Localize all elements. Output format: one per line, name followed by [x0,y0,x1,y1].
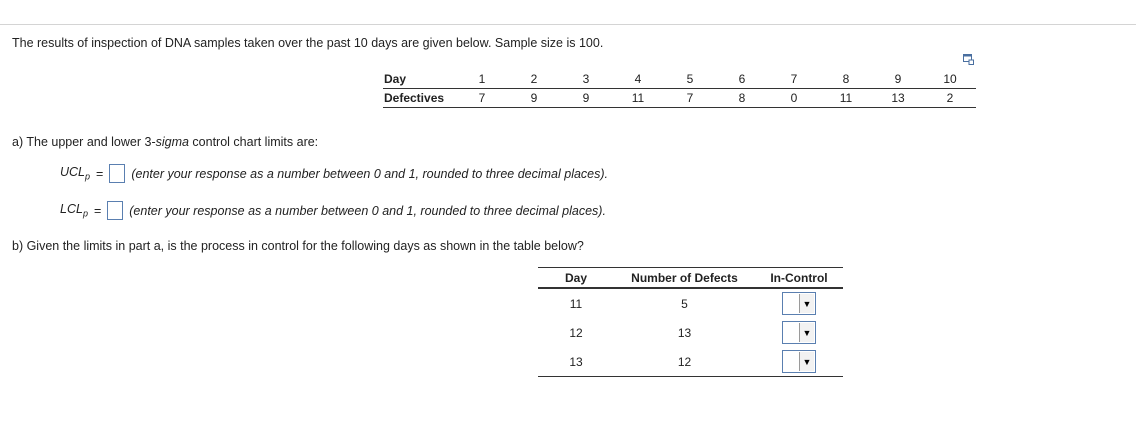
defectives-cell: 9 [560,89,612,108]
lcl-line: $LCL_p$ = (enter your response as a number between 0 and 1, rounded to three decimal places). [60,202,606,219]
row-day: 11 [569,296,583,311]
defectives-cell: 13 [872,89,924,108]
table-row [538,347,843,377]
row-defects: 13 [677,325,692,340]
lcl-symbol: $LCL_p$ [60,202,88,219]
row-defects: 12 [614,347,755,377]
header-in-control: In-Control [755,268,843,289]
problem-intro: The results of inspection of DNA samples taken over the past 10 days are given below. Sample size is 100. [12,36,604,50]
lcl-input[interactable] [107,201,123,220]
row-day: 12 [569,325,583,340]
defectives-row-label: Defectives [383,89,456,108]
day-cell: 6 [716,70,768,89]
day-cell: 8 [820,70,872,89]
row-day: 13 [538,347,614,377]
defectives-cell: 9 [508,89,560,108]
header-day: Day [538,268,614,289]
day-cell: 4 [612,70,664,89]
defectives-cell: 11 [612,89,664,108]
day-cell: 5 [664,70,716,89]
day-cell: 2 [508,70,560,89]
part-b-prompt: b) Given the limits in part a, is the process in control for the following days as shown in the table below? [12,239,584,253]
day-cell: 10 [924,70,976,89]
part-a-prompt: a) The upper and lower 3-sigma control chart limits are: [12,135,319,149]
in-control-table [538,267,843,377]
day-cell: 3 [560,70,612,89]
defectives-cell: 8 [716,89,768,108]
defectives-cell: 7 [664,89,716,108]
ucl-line: $UCL_p$ = (enter your response as a number between 0 and 1, rounded to three decimal places). [60,165,609,182]
day-row [383,70,976,89]
top-divider [0,24,1136,25]
copy-table-icon[interactable] [963,54,974,65]
day-cell: 1 [456,70,508,89]
dropdown-arrow-icon[interactable]: ▼ [799,294,814,313]
ucl-input[interactable] [109,164,125,183]
in-control-select[interactable] [782,350,816,373]
day-row-label: Day [383,70,456,89]
defectives-table [383,70,976,108]
defectives-cell: 7 [456,89,508,108]
table-row [538,318,843,347]
dropdown-arrow-icon[interactable]: ▼ [799,323,814,342]
in-control-select[interactable] [782,292,816,315]
in-control-header-row [538,268,843,289]
ucl-symbol: $UCL_p$ [60,165,91,182]
header-number-of-defects: Number of Defects [614,268,755,289]
defectives-cell: 0 [768,89,820,108]
defectives-row [383,89,976,108]
table-row [538,288,843,318]
defectives-cell: 11 [820,89,872,108]
defectives-cell: 2 [924,89,976,108]
in-control-select[interactable] [782,321,816,344]
dropdown-arrow-icon[interactable]: ▼ [799,352,814,371]
ucl-hint: (enter your response as a number between 0 and 1, rounded to three decimal places). [131,166,609,181]
lcl-hint: (enter your response as a number between 0 and 1, rounded to three decimal places). [129,203,606,218]
day-cell: 9 [872,70,924,89]
row-defects: 5 [681,296,688,311]
day-cell: 7 [768,70,820,89]
